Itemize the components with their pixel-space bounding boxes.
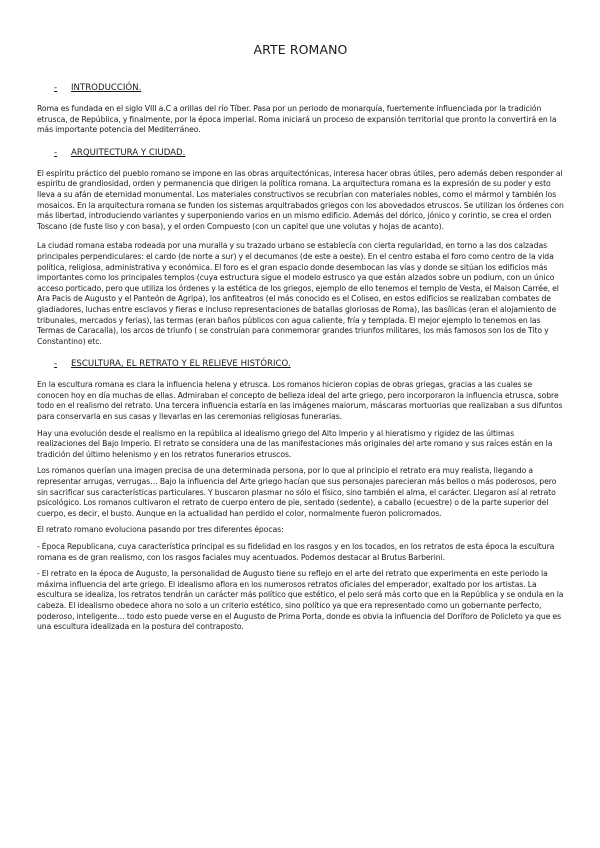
heading-bullet: - [54,83,58,93]
paragraph: Roma es fundada en el siglo VIII a.C a orillas del río Tíber. Pasa por un periodo de monarquía, fuertemente influenciada por la tradición etrusca, de República, y finalmente, por la época imperial. Roma iniciará un proceso de expansión territorial que pronto la convertirá en la más importante potencia del Mediterráneo. [37,104,557,135]
section-heading-introduccion [37,83,564,94]
heading-text: ARQUITECTURA Y CIUDAD. [71,147,186,158]
section-heading-arquitectura [37,148,564,159]
heading-bullet: - [54,147,58,158]
section-heading-escultura [37,359,564,370]
list-item: - El retrato en la época de Augusto, la personalidad de Augusto tiene su reflejo en el arte del retrato que experimenta en este periodo la máxima influencia del arte griego. El idealismo aflora en los numerosos retratos oficiales del emperador, exaltado por los artistas. La escultura se idealiza, los retratos tendrán un carácter más político que estético, el pelo será más corto que en la República y se ondula en la cabeza. El idealismo obedece ahora no solo a un criterio estético, sino político ya que era representado como un gobernante perfecto, poderoso, inteligente… todo esto puede verse en el Augusto de Prima Porta, donde es obvia la influencia del Doríforo de Policleto ya que es una escultura idealizada en la postura del contraposto. [37,569,564,632]
paragraph: Hay una evolución desde el realismo en la república al idealismo griego del Alto Imperio y al hieratismo y rigidez de las últimas realizaciones del Bajo Imperio. El retrato se considera una de las manifestaciones más originales del arte romano y sus raíces están en la tradición del último helenismo y en los retratos funerarios etruscos. [37,428,553,459]
paragraph: Los romanos querían una imagen precisa de una determinada persona, por lo que al principio el retrato era muy realista, llegando a representar arrugas, verrugas… Bajo la influencia del Arte griego hacían que sus personajes parecieran más bellos o más poderosos, pero sin sacrificar sus características particulares. Y buscaron plasmar no sólo el físico, sino también el alma, el carácter. Llegaron así al retrato psicológico. Los romanos cultivaron el retrato de cuerpo entero de pie, sentado (sedente), a caballo (ecuestre) o de la parte superior del cuerpo, es decir, el busto. Aunque en la actualidad han perdido el color, normalmente fueron policromados. [37,466,557,518]
heading-text: ESCULTURA, EL RETRATO Y EL RELIEVE HISTÓRICO. [71,359,291,370]
paragraph: En la escultura romana es clara la influencia helena y etrusca. Los romanos hicieron copias de obras griegas, gracias a las cuales se conocen hoy en día muchas de ellas. Admiraban el concepto de belleza ideal del arte griego, pero incorporaron la influencia etrusca, sobre todo en el realismo del retrato. Una tercera influencia estaría en las imágenes maiorum, máscaras mortuorias que realizaban a sus difuntos para conservarla en sus casas y llevarlas en las ceremonias religiosas funerarias. [37,380,563,422]
heading-bullet: - [54,359,58,370]
paragraph: El espíritu práctico del pueblo romano se impone en las obras arquitectónicas, interesa hacer obras útiles, pero además deben responder al espíritu de grandiosidad, orden y permanencia que dirigen la política romana. La arquitectura romana es la expresión de su poder y esto lleva a su afán de eternidad monumental. Los materiales constructivos se recubrían con materiales nobles, como el mármol y también los mosaicos. En la arquitectura romana se funden los sistemas arquitrabados griegos con los abovedados etruscos. Se utilizan los órdenes con más libertad, introduciendo variantes y superponiendo varios en un mismo edificio. Además del dórico, jónico y corintio, se crea el orden Toscano (de fuste liso y con basa), y el orden Compuesto (con un capitel que une volutas y hojas de acanto). [37,168,564,231]
heading-text: INTRODUCCIÓN. [71,83,142,93]
paragraph: El retrato romano evoluciona pasando por tres diferentes épocas: [37,525,284,535]
document-title: ARTE ROMANO [253,42,348,57]
list-item: - Época Republicana, cuya característica principal es su fidelidad en los rasgos y en los tocados, en los retratos de esta época la escultura romana es de gran realismo, con los rasgos faciales muy acentuados. Podemos destacar al Brutus Barberini. [37,542,555,562]
paragraph: La ciudad romana estaba rodeada por una muralla y su trazado urbano se establecía con cierta regularidad, en torno a las dos calzadas principales perpendiculares: el cardo (de norte a sur) y el decumanos (de este a oeste). En el centro estaba el foro como centro de la vida política, religiosa, administrativa y económica. El foro es el gran espacio donde desembocan las vías y donde se sitúan los edificios más importantes como los principales templos (cuya estructura sigue el modelo estrusco ya que están alzados sobre un podium, con un único acceso porticado, pero que utiliza los órdenes y la estética de los griegos, ejemplo de ello tenemos el templo de Vesta, el Maison Carrée, el Ara Pacis de Augusto y el Panteón de Agripa), los anfiteatros (el más conocido es el Coliseo, en estos edificios se realizaban combates de gladiadores, luchas entre esclavos y fieras e incluso representaciones de batallas gloriosas de Roma), las basílicas (eran el alojamiento de tribunales, mercados y ferias), las termas (eran baños públicos con agua caliente, fría y templada. El mejor ejemplo lo tenemos en las Termas de Caracalla), los arcos de triunfo ( se construían para conmemorar grandes triunfos militares, los más famosos son los de Tito y Constantino) etc. [37,241,559,346]
